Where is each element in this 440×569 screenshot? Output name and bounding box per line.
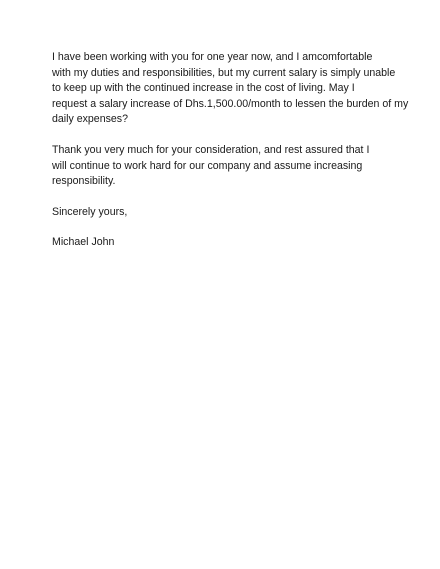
text-line: request a salary increase of Dhs.1,500.00/month to lessen the burden of my: [52, 97, 409, 110]
text-line: Thank you very much for your consideration, and rest assured that I: [52, 143, 370, 156]
text-line: to keep up with the continued increase in the cost of living. May I: [52, 82, 355, 95]
paragraph-thanks: [52, 143, 392, 190]
text-line: daily expenses?: [52, 113, 128, 126]
closing-salutation: Sincerely yours,: [52, 205, 128, 218]
text-line: will continue to work hard for our company and assume increasing: [52, 159, 363, 172]
text-line: with my duties and responsibilities, but my current salary is simply unable: [52, 66, 396, 79]
text-line: responsibility.: [52, 175, 116, 188]
signature-name: Michael John: [52, 236, 115, 249]
text-line: I have been working with you for one year now, and I amcomfortable: [52, 51, 373, 63]
letter-body: [52, 50, 409, 251]
paragraph-request: [52, 50, 409, 128]
